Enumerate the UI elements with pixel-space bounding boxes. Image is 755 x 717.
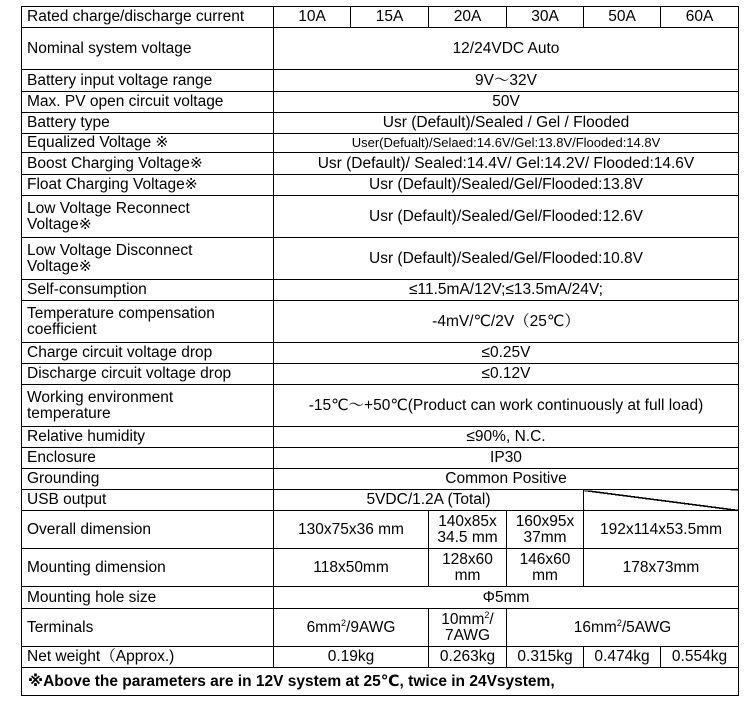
weight-50: 0.474kg — [584, 647, 661, 668]
lvr-label — [22, 196, 274, 238]
work-temp-label-line1: Working environment — [27, 388, 174, 406]
terminals-30-60 — [507, 609, 739, 647]
self-consumption-value: ≤11.5mA/12V;≤13.5mA/24V; — [274, 280, 739, 301]
temp-comp-label — [22, 301, 274, 343]
terminals-10-15-size: 6mm — [306, 618, 342, 636]
terminals-20-slash: / — [489, 610, 494, 628]
usb-not-applicable-cell — [584, 490, 739, 511]
table-row — [22, 385, 739, 427]
table-row — [22, 490, 739, 511]
terminals-20-sup: 2 — [484, 609, 490, 620]
nominal-voltage-value: 12/24VDC Auto — [274, 28, 739, 70]
table-row — [22, 92, 739, 113]
boost-voltage-value: Usr (Default)/ Sealed:14.4V/ Gel:14.2V/ Flooded:14.6V — [274, 153, 739, 175]
lvr-value: Usr (Default)/Sealed/Gel/Flooded:12.6V — [274, 196, 739, 238]
header-row — [22, 7, 739, 28]
table-row — [22, 70, 739, 92]
boost-voltage-label: Boost Charging Voltage※ — [22, 153, 274, 175]
current-15a: 15A — [351, 7, 429, 28]
temp-comp-value: -4mV/℃/2V（25℃） — [274, 301, 739, 343]
terminals-30-60-awg: /5AWG — [621, 618, 672, 636]
mount-dim-label: Mounting dimension — [22, 549, 274, 587]
table-row — [22, 647, 739, 668]
footnote: ※Above the parameters are in 12V system at 25℃, twice in 24Vsystem, — [22, 668, 739, 696]
mount-dim-30-line2: mm — [532, 566, 558, 584]
lvd-label-line1: Low Voltage Disconnect — [27, 241, 193, 259]
battery-input-value: 9V～32V — [274, 70, 739, 92]
overall-dim-30-line2: 37mm — [523, 528, 567, 546]
self-consumption-label: Self-consumption — [22, 280, 274, 301]
lvd-label-line2: Voltage※ — [27, 257, 92, 275]
terminals-label: Terminals — [22, 609, 274, 647]
overall-dim-20-line2: 34.5 mm — [437, 528, 498, 546]
terminals-20 — [429, 609, 507, 647]
table-row — [22, 134, 739, 153]
weight-10-15: 0.19kg — [274, 647, 429, 668]
charge-drop-value: ≤0.25V — [274, 343, 739, 364]
weight-60: 0.554kg — [661, 647, 739, 668]
overall-dim-label: Overall dimension — [22, 511, 274, 549]
table-row — [22, 427, 739, 448]
mount-dim-30-line1: 146x60 — [519, 550, 571, 568]
temp-comp-label-line1: Temperature compensation — [27, 304, 215, 322]
lvd-value: Usr (Default)/Sealed/Gel/Flooded:10.8V — [274, 238, 739, 280]
battery-input-label: Battery input voltage range — [22, 70, 274, 92]
pv-open-label: Max. PV open circuit voltage — [22, 92, 274, 113]
current-10a: 10A — [274, 7, 351, 28]
table-row — [22, 153, 739, 175]
weight-20: 0.263kg — [429, 647, 507, 668]
grounding-value: Common Positive — [274, 469, 739, 490]
current-60a: 60A — [661, 7, 739, 28]
weight-label: Net weight（Approx.) — [22, 647, 274, 668]
humidity-value: ≤90%, N.C. — [274, 427, 739, 448]
table-row — [22, 511, 739, 549]
terminals-10-15 — [274, 609, 429, 647]
table-row — [22, 301, 739, 343]
discharge-drop-value: ≤0.12V — [274, 364, 739, 385]
overall-dim-30 — [507, 511, 584, 549]
mount-dim-20-line1: 128x60 — [442, 550, 493, 568]
table-row — [22, 238, 739, 280]
charge-drop-label: Charge circuit voltage drop — [22, 343, 274, 364]
lvr-label-line1: Low Voltage Reconnect — [27, 199, 190, 217]
mount-dim-10-15: 118x50mm — [274, 549, 429, 587]
mount-dim-20 — [429, 549, 507, 587]
rated-current-label: Rated charge/discharge current — [22, 7, 274, 28]
table-row — [22, 113, 739, 134]
table-row — [22, 196, 739, 238]
battery-type-value: Usr (Default)/Sealed / Gel / Flooded — [274, 113, 739, 134]
mount-dim-50-60: 178x73mm — [584, 549, 739, 587]
enclosure-label: Enclosure — [22, 448, 274, 469]
terminals-30-60-sup: 2 — [616, 617, 622, 628]
float-voltage-label: Float Charging Voltage※ — [22, 175, 274, 196]
pv-open-value: 50V — [274, 92, 739, 113]
table-row — [22, 343, 739, 364]
table-row — [22, 549, 739, 587]
humidity-label: Relative humidity — [22, 427, 274, 448]
usb-value: 5VDC/1.2A (Total) — [274, 490, 584, 511]
mount-dim-30 — [507, 549, 584, 587]
current-20a: 20A — [429, 7, 507, 28]
nominal-voltage-label: Nominal system voltage — [22, 28, 274, 70]
table-row — [22, 609, 739, 647]
equalized-voltage-label: Equalized Voltage ※ — [22, 134, 274, 153]
terminals-20-size: 10mm — [441, 610, 485, 628]
overall-dim-30-line1: 160x95x — [515, 512, 575, 530]
temp-comp-label-line2: coefficient — [27, 320, 97, 338]
table-row — [22, 364, 739, 385]
enclosure-value: IP30 — [274, 448, 739, 469]
weight-30: 0.315kg — [507, 647, 584, 668]
usb-label: USB output — [22, 490, 274, 511]
terminals-10-15-awg: /9AWG — [346, 618, 396, 636]
work-temp-value: -15℃～+50℃(Product can work continuously at full load) — [274, 385, 739, 427]
lvr-label-line2: Voltage※ — [27, 215, 92, 233]
work-temp-label — [22, 385, 274, 427]
table-row — [22, 175, 739, 196]
float-voltage-value: Usr (Default)/Sealed/Gel/Flooded:13.8V — [274, 175, 739, 196]
overall-dim-20-line1: 140x85x — [438, 512, 497, 530]
specification-table — [21, 6, 739, 696]
table-row — [22, 587, 739, 609]
overall-dim-10-15: 130x75x36 mm — [274, 511, 429, 549]
terminals-20-line1 — [432, 609, 503, 628]
battery-type-label: Battery type — [22, 113, 274, 134]
current-50a: 50A — [584, 7, 661, 28]
table-row — [22, 280, 739, 301]
terminals-20-line2: 7AWG — [444, 626, 491, 644]
work-temp-label-line2: temperature — [27, 404, 111, 422]
overall-dim-50-60: 192x114x53.5mm — [584, 511, 739, 549]
grounding-label: Grounding — [22, 469, 274, 490]
overall-dim-20 — [429, 511, 507, 549]
table-row — [22, 469, 739, 490]
terminals-30-60-size: 16mm — [573, 618, 617, 636]
lvd-label — [22, 238, 274, 280]
footnote-row — [22, 668, 739, 696]
table-row — [22, 28, 739, 70]
mount-hole-value: Φ5mm — [274, 587, 739, 609]
mount-dim-20-line2: mm — [454, 566, 481, 584]
table-row — [22, 448, 739, 469]
discharge-drop-label: Discharge circuit voltage drop — [22, 364, 274, 385]
equalized-voltage-value: User(Defualt)/Selaed:14.6V/Gel:13.8V/Flooded:14.8V — [274, 134, 739, 153]
terminals-10-15-sup: 2 — [341, 617, 347, 628]
current-30a: 30A — [507, 7, 584, 28]
mount-hole-label: Mounting hole size — [22, 587, 274, 609]
